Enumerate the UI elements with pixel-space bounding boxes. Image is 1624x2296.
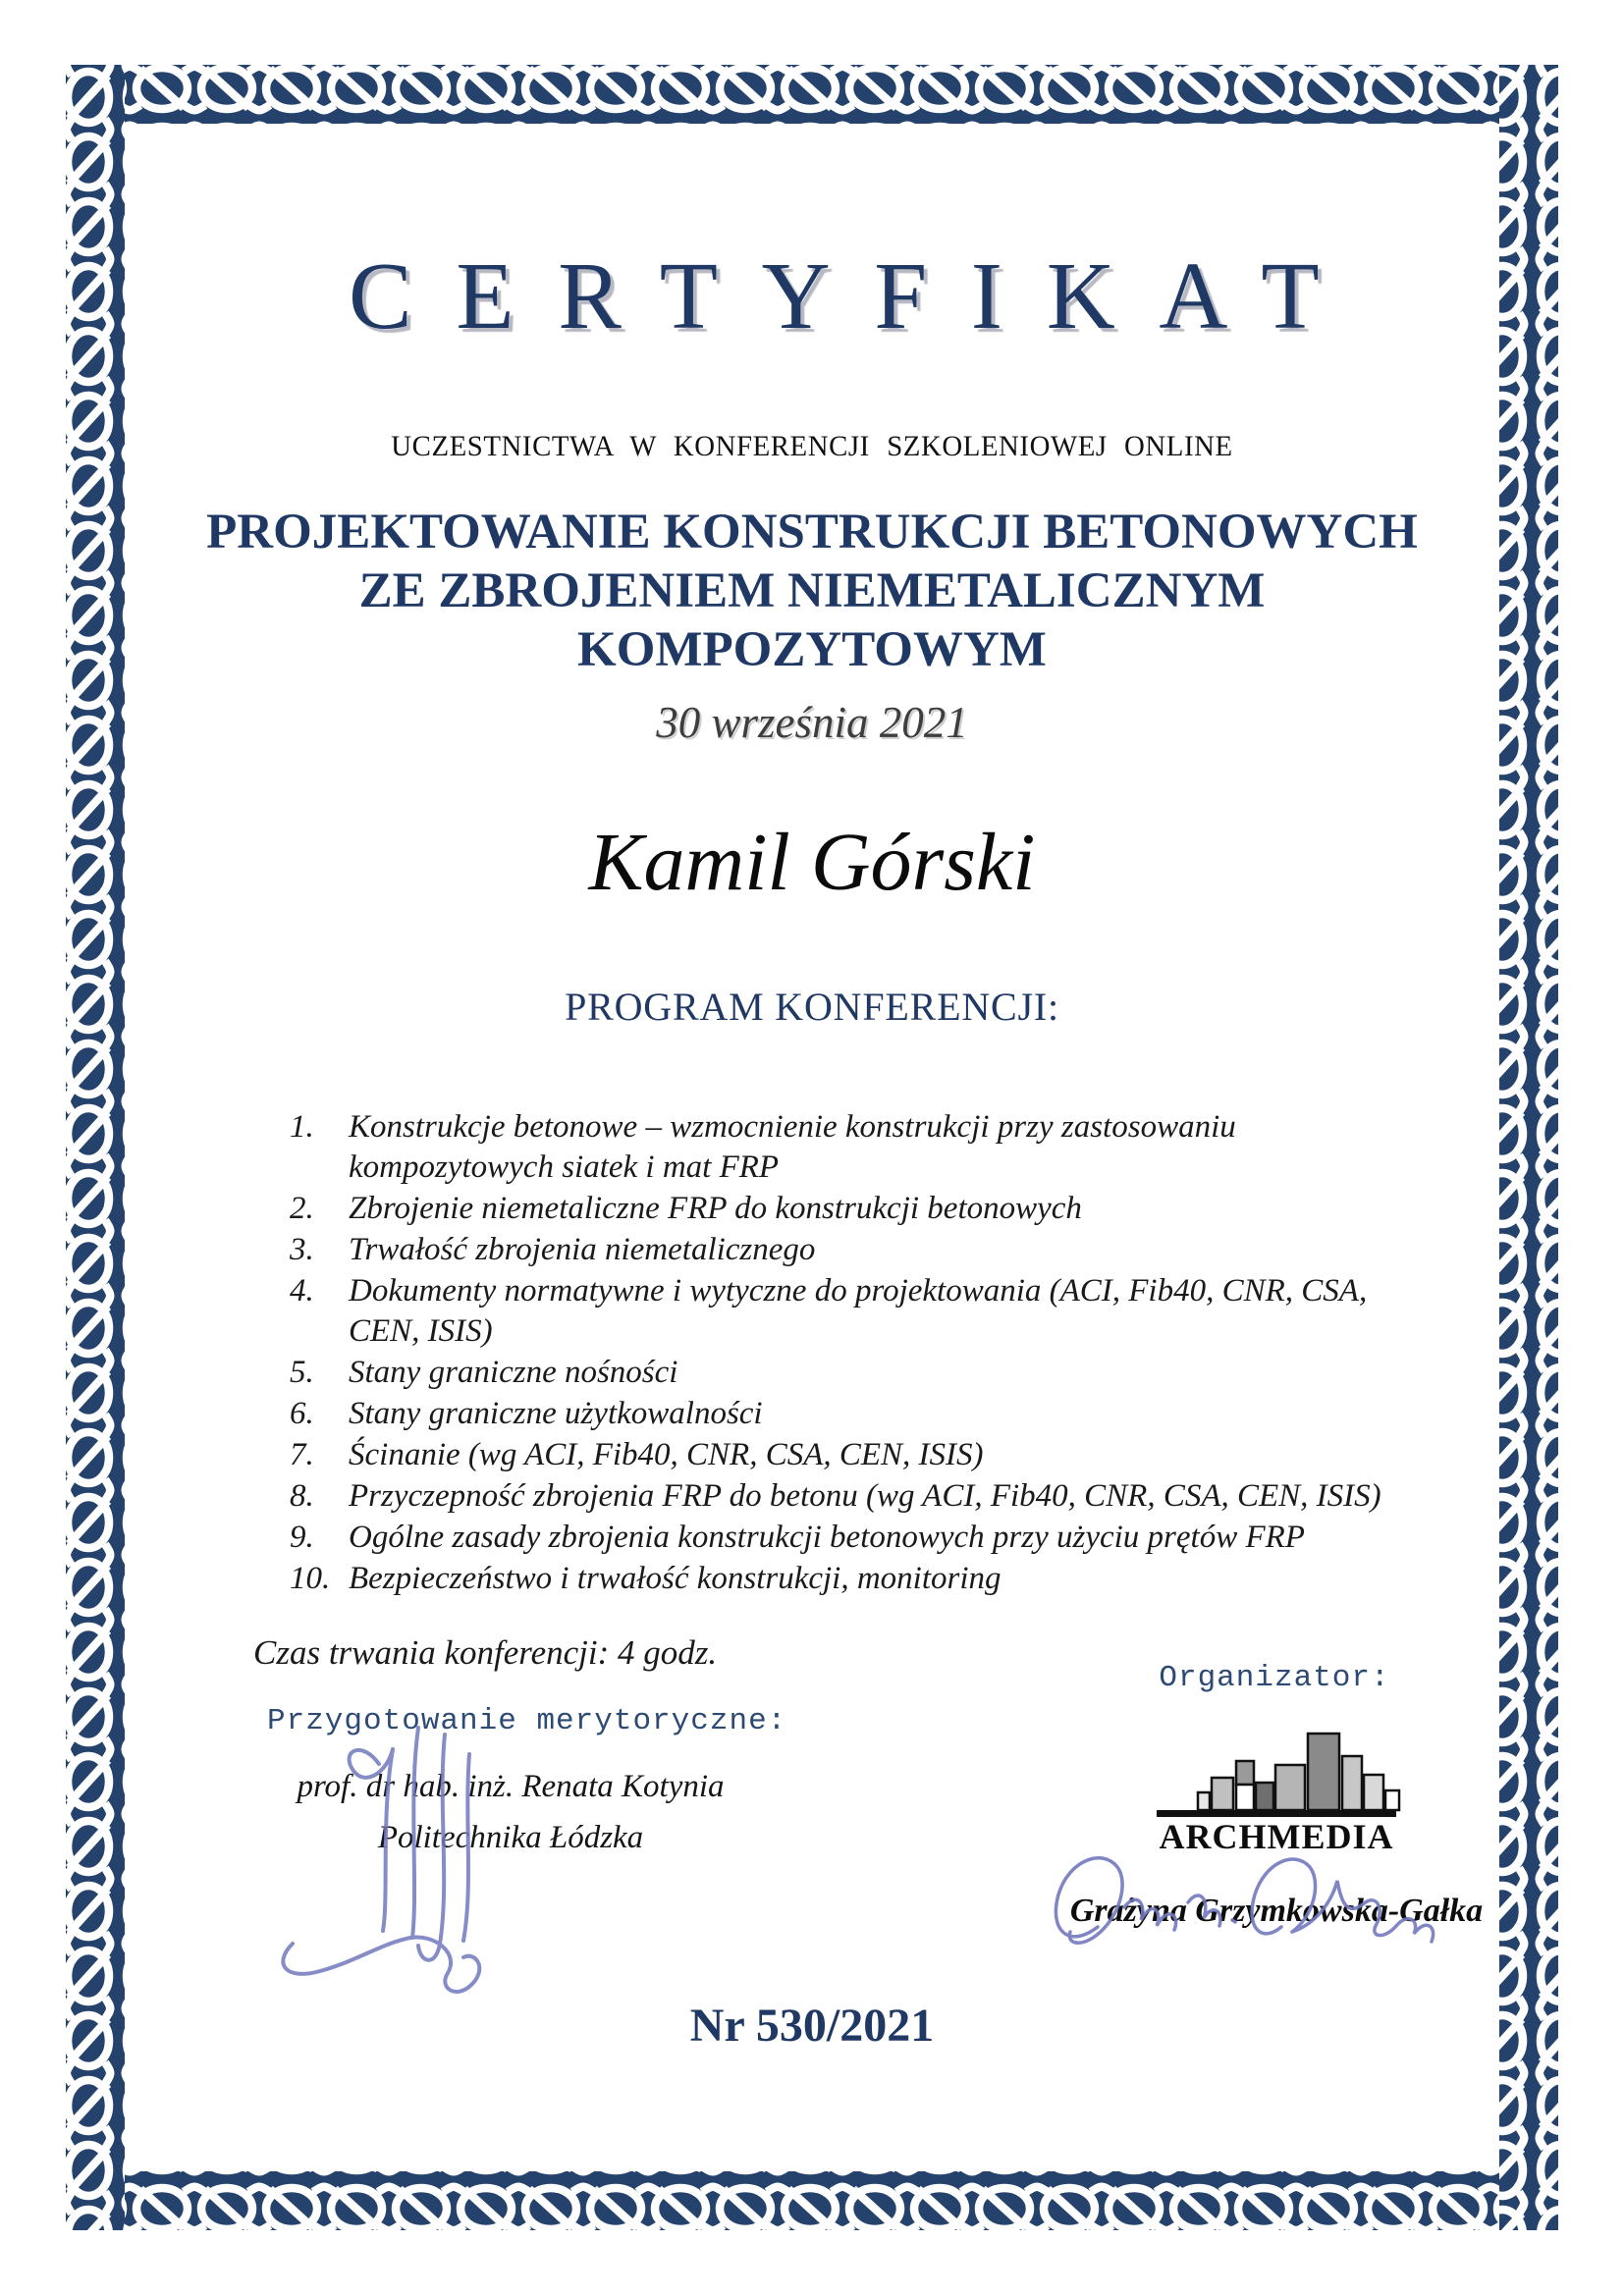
program-list (290, 1107, 1448, 1600)
conference-duration: Czas trwania konferencji: 4 godz. (253, 1633, 718, 1672)
event-date: 30 września 2021 (656, 698, 968, 747)
list-item (290, 1394, 1448, 1434)
certificate-title: CERTYFIKAT (349, 243, 1364, 348)
program-heading: PROGRAM KONFERENCJI: (565, 985, 1059, 1029)
list-item (290, 1353, 1448, 1393)
list-item-number: 3. (290, 1232, 314, 1267)
event-title-line2: ZE ZBROJENIEM NIEMETALICZNYM (358, 563, 1266, 618)
list-item-number: 6. (290, 1396, 314, 1431)
organizer-signatory-name: Grażyna Grzymkowska-Gałka (1069, 1893, 1484, 1929)
list-item-text: Ogólne zasady zbrojenia konstrukcji betonowych przy użyciu prętów FRP (349, 1520, 1305, 1555)
list-item (290, 1107, 1448, 1188)
list-item (290, 1476, 1448, 1517)
certificate-number: Nr 530/2021 (689, 2000, 935, 2052)
list-item (290, 1435, 1448, 1475)
list-item-text: Konstrukcje betonowe – wzmocnienie konstrukcji przy zastosowaniu kompozytowych siatek i mat FRP (349, 1109, 1236, 1185)
list-item-text: Dokumenty normatywne i wytyczne do projektowania (ACI, Fib40, CNR, CSA, CEN, ISIS) (349, 1273, 1368, 1349)
prepared-by-block (275, 1761, 746, 1863)
event-title (125, 503, 1499, 679)
list-item-number: 10. (290, 1561, 331, 1596)
list-item (290, 1189, 1448, 1229)
list-item-text: Trwałość zbrojenia niemetalicznego (349, 1232, 816, 1267)
list-item-text: Zbrojenie niemetaliczne FRP do konstrukcji betonowych (349, 1191, 1082, 1226)
list-item-text: Stany graniczne użytkowalności (349, 1396, 763, 1431)
event-title-line3: KOMPOZYTOWYM (577, 622, 1047, 677)
list-item (290, 1230, 1448, 1270)
list-item-number: 5. (290, 1355, 314, 1390)
list-item (290, 1518, 1448, 1558)
prepared-by-affiliation: Politechnika Łódzka (377, 1820, 644, 1855)
prepared-by-name: prof. dr hab. inż. Renata Kotynia (297, 1769, 725, 1804)
list-item-text: Stany graniczne nośności (349, 1355, 678, 1390)
list-item-text: Ścinanie (wg ACI, Fib40, CNR, CSA, CEN, ISIS) (349, 1437, 984, 1472)
archmedia-logo (1137, 1724, 1412, 1822)
event-title-line1: PROJEKTOWANIE KONSTRUKCJI BETONOWYCH (206, 505, 1418, 560)
organizer-name: ARCHMEDIA (1159, 1817, 1394, 1856)
list-item-number: 4. (290, 1273, 314, 1308)
organizer-label: Organizator: (1159, 1661, 1390, 1695)
certificate-subtitle: UCZESTNICTWA W KONFERENCJI SZKOLENIOWEJ ONLINE (391, 430, 1233, 462)
list-item-text: Bezpieczeństwo i trwałość konstrukcji, monitoring (349, 1561, 1001, 1596)
list-item-text: Przyczepność zbrojenia FRP do betonu (wg ACI, Fib40, CNR, CSA, CEN, ISIS) (349, 1478, 1381, 1514)
list-item-number: 9. (290, 1520, 314, 1555)
list-item-number: 7. (290, 1437, 314, 1472)
recipient-name: Kamil Górski (588, 817, 1036, 908)
list-item (290, 1559, 1448, 1599)
list-item-number: 2. (290, 1191, 314, 1226)
list-item-number: 8. (290, 1478, 314, 1514)
list-item-number: 1. (290, 1109, 314, 1145)
prepared-by-label: Przygotowanie merytoryczne: (267, 1704, 787, 1738)
list-item (290, 1271, 1448, 1352)
